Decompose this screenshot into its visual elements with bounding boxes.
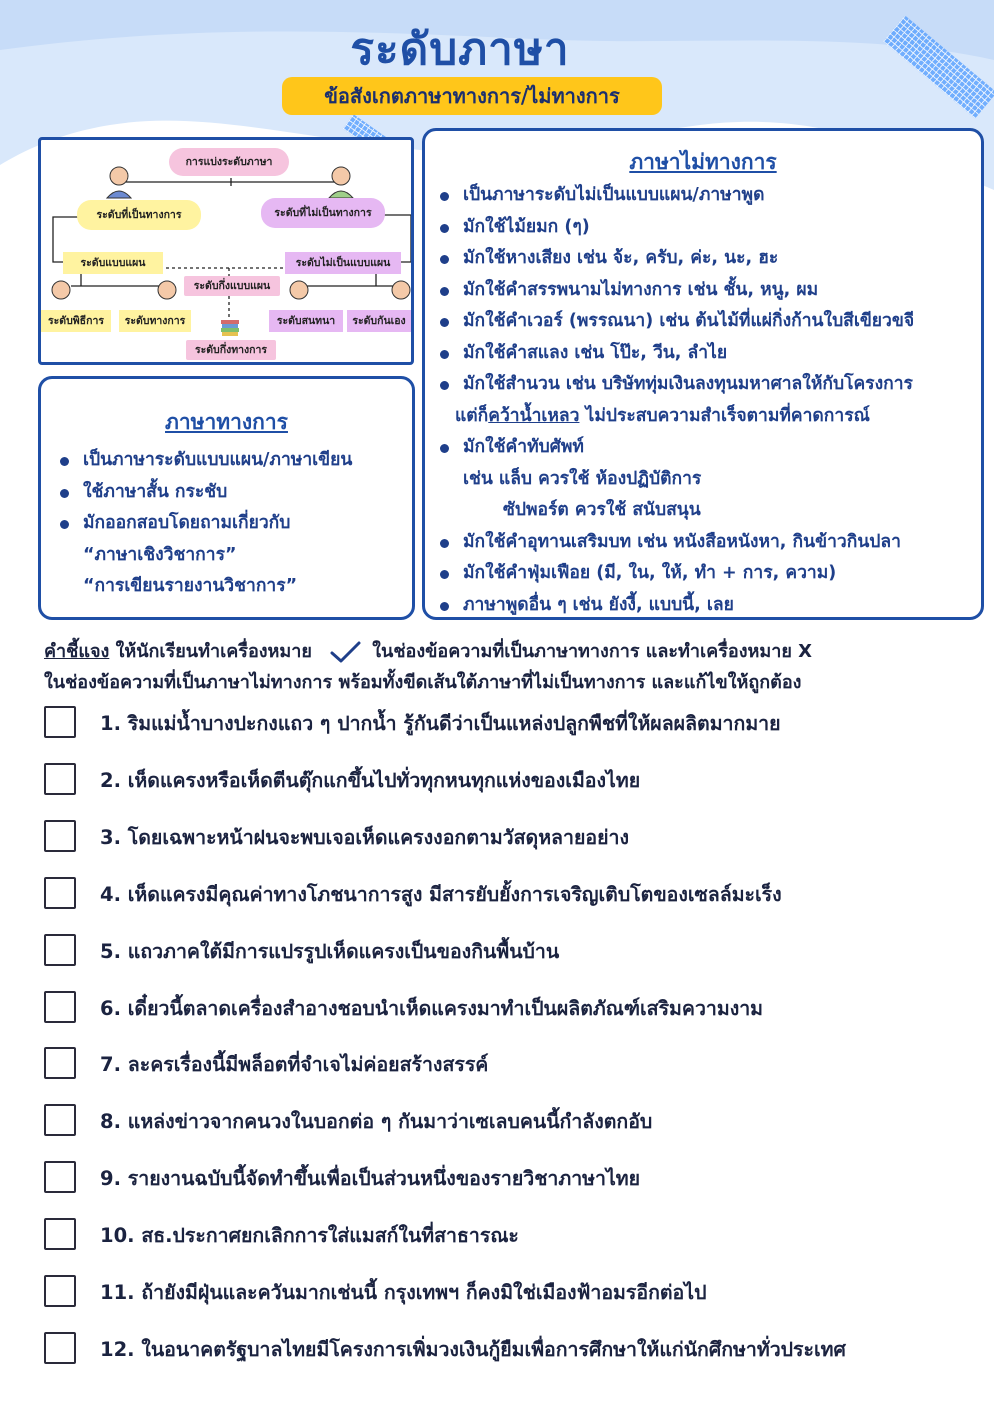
instructions-part2: ในช่องข้อความที่เป็นภาษาทางการ และทำเครื่องหมาย X bbox=[372, 641, 813, 662]
node-formal: ระดับที่เป็นทางการ bbox=[77, 200, 201, 230]
question-text: 7. ละครเรื่องนี้มีพล็อตที่จำเจไม่ค่อยสร้างสรรค์ bbox=[100, 1053, 489, 1077]
list-item: มักใช้คำอุทานเสริมบท เช่น หนังสือหนังหา, กินข้าวกินปลา bbox=[437, 527, 981, 559]
node-informal: ระดับที่ไม่เป็นทางการ bbox=[261, 198, 385, 228]
node-official: ระดับทางการ bbox=[119, 310, 191, 332]
person-icon bbox=[158, 281, 176, 299]
answer-checkbox[interactable] bbox=[44, 706, 76, 738]
loanword-example-1: เช่น แล็บ ควรใช้ ห้องปฏิบัติการ bbox=[463, 468, 702, 489]
list-item: ใช้ภาษาสั้น กระชับ bbox=[57, 477, 412, 509]
question-row bbox=[44, 1275, 944, 1309]
question-text: 12. ในอนาคตรัฐบาลไทยมีโครงการเพิ่มวงเงินกู้ยืมเพื่อการศึกษาให้แก่นักศึกษาทั่วประเทศ bbox=[100, 1337, 846, 1361]
list-item: มักใช้หางเสียง เช่น จ้ะ, ครับ, ค่ะ, นะ, ฮะ bbox=[437, 243, 981, 275]
node-intimate: ระดับกันเอง bbox=[347, 310, 411, 332]
list-subitem: “ภาษาเชิงวิชาการ” bbox=[83, 544, 237, 565]
language-level-diagram bbox=[38, 137, 414, 365]
list-item bbox=[437, 432, 981, 527]
question-row bbox=[44, 877, 944, 911]
formal-title: ภาษาทางการ bbox=[165, 410, 288, 434]
list-item: เป็นภาษาระดับแบบแผน/ภาษาเขียน bbox=[57, 445, 412, 477]
informal-language-card bbox=[422, 128, 984, 620]
question-text: 6. เดี๋ยวนี้ตลาดเครื่องสำอางชอบนำเห็ดแครงมาทำเป็นผลิตภัณฑ์เสริมความงาม bbox=[100, 996, 764, 1020]
list-item-text: มักใช้คำทับศัพท์ bbox=[463, 437, 584, 457]
question-row bbox=[44, 820, 944, 854]
idiom-continuation bbox=[455, 401, 981, 433]
list-item: ภาษาพูดอื่น ๆ เช่น ยังงี้, แบบนี้, เลย bbox=[437, 590, 981, 622]
question-text: 4. เห็ดแครงมีคุณค่าทางโภชนาการสูง มีสารยับยั้งการเจริญเติบโตของเซลล์มะเร็ง bbox=[100, 882, 782, 906]
answer-checkbox[interactable] bbox=[44, 1275, 76, 1307]
instructions-part1: ให้นักเรียนทำเครื่องหมาย bbox=[109, 641, 312, 662]
question-text: 5. แถวภาคใต้มีการแปรรูปเห็ดแครงเป็นของกินพื้นบ้าน bbox=[100, 939, 560, 963]
list-item: มักใช้คำฟุ่มเฟือย (มี, ใน, ให้, ทำ + การ, ความ) bbox=[437, 558, 981, 590]
answer-checkbox[interactable] bbox=[44, 1218, 76, 1250]
question-row bbox=[44, 1104, 944, 1138]
question-text: 11. ถ้ายังมีฝุ่นและควันมากเช่นนี้ กรุงเทพฯ ก็คงมิใช่เมืองฟ้าอมรอีกต่อไป bbox=[100, 1281, 707, 1304]
list-item: มักใช้คำสแลง เช่น โป๊ะ, วีน, ลำไย bbox=[437, 338, 981, 370]
answer-checkbox[interactable] bbox=[44, 1161, 76, 1193]
informal-list bbox=[437, 180, 981, 621]
question-text: 3. โดยเฉพาะหน้าฝนจะพบเจอเห็ดแครงงอกตามวัสดุหลายอย่าง bbox=[100, 825, 629, 849]
person-icon bbox=[52, 281, 70, 299]
instructions-line-1 bbox=[44, 636, 944, 667]
answer-checkbox[interactable] bbox=[44, 877, 76, 909]
question-text: 2. เห็ดแครงหรือเห็ดตีนตุ๊กแกขึ้นไปทั่วทุกหนทุกแห่งของเมืองไทย bbox=[100, 768, 641, 792]
question-row bbox=[44, 1332, 944, 1366]
question-row bbox=[44, 1161, 944, 1195]
question-row bbox=[44, 706, 944, 740]
instructions bbox=[44, 636, 944, 698]
answer-checkbox[interactable] bbox=[44, 934, 76, 966]
list-item: มักใช้ไม้ยมก (ๆ) bbox=[437, 212, 981, 244]
idiom-prefix: แต่ก็ bbox=[455, 405, 489, 426]
question-row bbox=[44, 763, 944, 797]
formal-language-card bbox=[38, 376, 415, 620]
node-nonpattern: ระดับไม่เป็นแบบแผน bbox=[285, 252, 401, 274]
subtitle-banner: ข้อสังเกตภาษาทางการ/ไม่ทางการ bbox=[282, 77, 662, 115]
checkmark-icon bbox=[328, 639, 362, 665]
answer-checkbox[interactable] bbox=[44, 820, 76, 852]
question-row bbox=[44, 934, 944, 968]
node-conversation: ระดับสนทนา bbox=[269, 310, 343, 332]
question-text: 9. รายงานฉบับนี้จัดทำขึ้นเพื่อเป็นส่วนหนึ่งของรายวิชาภาษาไทย bbox=[100, 1167, 641, 1191]
list-item-text: มักออกสอบโดยถามเกี่ยวกับ bbox=[83, 513, 291, 533]
books-icon bbox=[221, 320, 239, 336]
answer-checkbox[interactable] bbox=[44, 1104, 76, 1136]
question-text: 10. สธ.ประกาศยกเลิกการใส่แมสก์ในที่สาธารณะ bbox=[100, 1224, 519, 1248]
formal-list bbox=[57, 445, 412, 603]
list-item: มักใช้คำสรรพนามไม่ทางการ เช่น ชั้น, หนู, ผม bbox=[437, 275, 981, 307]
question-row bbox=[44, 1047, 944, 1081]
answer-checkbox[interactable] bbox=[44, 1332, 76, 1364]
node-root: การแบ่งระดับภาษา bbox=[169, 148, 289, 176]
question-row bbox=[44, 991, 944, 1025]
list-item: มักใช้คำเวอร์ (พรรณนา) เช่น ต้นไม้ที่แผ่กิ่งก้านใบสีเขียวขจี bbox=[437, 306, 981, 338]
question-text: 8. แหล่งข่าวจากคนวงในบอกต่อ ๆ กันมาว่าเซเลบคนนี้กำลังตกอับ bbox=[100, 1110, 653, 1134]
answer-checkbox[interactable] bbox=[44, 763, 76, 795]
list-item: เป็นภาษาระดับไม่เป็นแบบแผน/ภาษาพูด bbox=[437, 180, 981, 212]
instructions-line-2: ในช่องข้อความที่เป็นภาษาไม่ทางการ พร้อมทั้งขีดเส้นใต้ภาษาที่ไม่เป็นทางการ และแก้ไขให้ถูกต้อง bbox=[44, 672, 802, 693]
page-title: ระดับภาษา bbox=[350, 24, 570, 75]
list-subitem: “การเขียนรายงานวิชาการ” bbox=[83, 576, 298, 596]
person-icon bbox=[290, 281, 308, 299]
informal-title: ภาษาไม่ทางการ bbox=[629, 150, 777, 174]
list-item bbox=[437, 369, 981, 432]
idiom-underlined: คว้าน้ำเหลว bbox=[488, 405, 580, 426]
question-text: 1. ริมแม่น้ำบางปะกงแถว ๆ ปากน้ำ รู้กันดีว่าเป็นแหล่งปลูกพืชที่ให้ผลผลิตมากมาย bbox=[100, 712, 781, 735]
node-pattern: ระดับแบบแผน bbox=[63, 252, 163, 274]
node-ritual: ระดับพิธีการ bbox=[41, 310, 111, 332]
idiom-suffix: ไม่ประสบความสำเร็จตามที่คาดการณ์ bbox=[579, 405, 870, 426]
list-item-text: มักใช้สำนวน เช่น บริษัททุ่มเงินลงทุนมหาศาลให้กับโครงการ bbox=[463, 374, 913, 394]
instructions-lead: คำชี้แจง bbox=[44, 641, 110, 662]
answer-checkbox[interactable] bbox=[44, 1047, 76, 1079]
answer-checkbox[interactable] bbox=[44, 991, 76, 1023]
person-icon bbox=[392, 281, 410, 299]
question-row bbox=[44, 1218, 944, 1252]
loanword-example-2: ซัปพอร์ต ควรใช้ สนับสนุน bbox=[503, 500, 701, 520]
node-semi-official: ระดับกึ่งทางการ bbox=[186, 340, 276, 360]
node-semi-pattern: ระดับกึ่งแบบแผน bbox=[184, 276, 280, 296]
list-item bbox=[57, 508, 412, 603]
